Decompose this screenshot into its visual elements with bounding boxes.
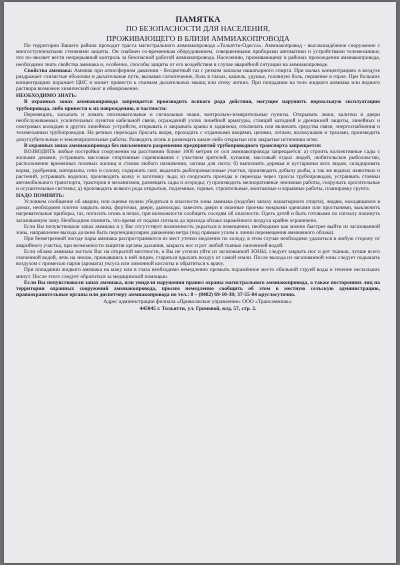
memo-subtitle-1: ПО БЕЗОПАСНОСТИ ДЛЯ НАСЕЛЕНИЯ, <box>125 24 270 33</box>
zone-heading: В охранных зонах аммиакопровода запрещается производить всякого рода действия, могущие нарушить нормальную эксплуатацию трубопровода, либо привести к их повреждению, в частности: <box>16 99 380 112</box>
report-paragraph: Если Вы почувствовали запах аммиака, или увидели нарушения правил охраны магистрального аммиакопровода, а также посторонних лиц на территории охранных сооружений аммиакопровода, просим немедленно сообщить об этом в местную сельскую администрацию, правоохранительные органы или диспетчеру аммиакопровода по тел.: 8 – (8482) 69-10-38; 37-55-84 круглосуточно. <box>16 279 380 299</box>
intro-paragraph: По территории Вашего района проходит трасса магистрального аммиакопровода «Тольятти-Одесса». Аммиакопровод - высоконадёжное сооружение с многоступенчатыми степенями защиты. Он снабжен со-временным оборудованием, совершенными приборами автоматики и устройствами телемеханики, что по-зволяет вести непрерывный контроль за безопасной работой аммиакопровода. Населению, проживающему в районах прохождения аммиакопровода, необходимо знать свойства аммиака и, особенно, способы защиты от его воздействия в случае аварийной ситуации на аммиакопроводе. <box>16 43 380 68</box>
remember-text-4: Если облако аммиака застало Вас на открытой местности, и Вы не успели уйти из загазованной ЗОНЫ, следует закрыть нос и рот тканью, лучше всего смоченной водой, лечь на землю, прижавшись к ней лицом, стараться вдыхать воздух от самой земли. После выхода из загазованной зоны следует подышать воздухом с примесью паров (аромата) уксуса или лимонной кислоты и обратиться к врачу. <box>16 248 380 268</box>
remember-text-3: При безветренной погоде пары аммиака распространяются из мест утечки медленно по холоду, в этом случае необходимо удалиться в любую сторону от аварийного участка, при возможности защитив органы дыхания, закрыть нос и рот любой тканью смоченной водой. <box>16 236 380 249</box>
address-line: Адрес администрации филиала «Приволжское управление» ООО «Трансаммиак»: <box>103 299 293 306</box>
remember-heading: НАДО ПОМНИТЬ: <box>16 192 65 199</box>
permit-heading: В охранных зонах аммиакопровода без письменного разрешения предприятий трубопроводного транспорта запрещается: <box>24 142 322 149</box>
zone-text: Перемещать, засыпать и ломать опознавательные и сигнальные знаки, контрольно-измерительные пункты. Открывать люки, калитки и двери необслуживаемых усилительных пунктов кабельной связи, ограждений узлов линейной арматуры, станций катодной и дренажной защиты, линейных и смотровых колодцев и других линейных устройств, открывать и закрывать краны и задвижки, отключать или включать средства связи, энергоснабжения и телемеханики трубопроводов. На речных переходах бросать якоря, проходить с отданными якорями, цепями, лотами, волокушами и тралами, производить дноуглубительные и землечерпательные работы. Разводить огонь и размещать какие-либо открытые или закрытые источники огня. <box>16 111 380 143</box>
memo-sheet <box>4 2 396 563</box>
remember-text-2: Если Вы почувствовали запах аммиака и у Вас отсутствует возможность укрыться в помещении, необходимо как можно быстрее выйти из загазованной зоны, направление выхода должно быть перпендикулярно движению ветра (под прямым углом к линии перемещения аммиачного облака). <box>16 223 380 237</box>
memo-subtitle-2: ПРОЖИВАЮЩЕГО В БЛИЗИ АММИАКОПРОВОДА <box>106 33 290 43</box>
memo-content <box>4 2 396 316</box>
permit-text: ВОЗВОДИТЬ любые постройки сооружения на расстоянии ближе 1000 метров от оси аммиакопровода запрещается: а) строить коллективные сады с жилыми домами, устраивать массовые спортивные соревнования с участием зрителей, купания, массовый отдых людей, любительское рыболовство, расположение временных полевых жилищ и станов любого назначения, загоны для скота; б) выполнять деревья и кустарники всех видов, складировать корма, удобрения, материалы, сено и солому, содержать скот, выделять рыбопромысловые участки, производить добычу рыбы, а так же водных животных и растений, устраивать водопои, производить колку и заготовку льда; в) сооружать проезды и переезды через трассы трубопроводов, устраивать стоянки автомобильного транспорта, тракторов и механизмов, размещать сады и огороды; г) производить мелиоративные земляные работы, сооружать оросительные и осушительные системы; д) производить всякого рода открытые, подземные, горные, строительные, монтажные и взрывные работы, планировку грунта. <box>16 148 380 193</box>
remember-text-1: Условием сообщение об аварии, или оценке нужно убедиться в опасности зоны аммиака (подобен запаху нашатырного спирта), людям, находящимся в домах, необходимо плотно закрыть окна, форточки, двери, дымоходы, завесить двери и оконные проемы мокрыми одеялами или простынями, выключить нагревательные приборы, газ, погасить огонь в печах, при возможности сообщить соседям об опасности. Одеть детей и быть готовыми по сигналу покинуть загазованную зону. Необходимо помнить, что время от подачи сигнала до прихода облака заражённого воздуха крайне ограничено. <box>16 199 380 224</box>
remember-text-5: При попадании жидкого аммиака на кожу или в глаза необходимо немедленно промыть поражённое место обильной струей воды в течение нескольких минут. После этого следует обратиться за медицинской помощью. <box>16 267 380 280</box>
properties-heading: Свойства аммиака: <box>24 67 73 74</box>
must-know-heading: НЕОБХОДИМО ЗНАТЬ: <box>16 93 77 100</box>
properties-text: Аммиак при атмосферном давлении - бесцветный газ с резким запахом нашатырного спирта. При малых концентрациях в воздухе раздражает слизистые оболочки и дыхательные пути, вызывая слезотечение, боль в глазах, кашель, удушье, головную боль, першение в горле. При больших концентрациях поражает ЦНС и может привести к спазмам дыхательных мышц или отеку легких. При попадании на тело жидкого аммиака или водного раствора возможен химический ожог и обморожение. <box>16 67 380 93</box>
memo-title: ПАМЯТКА <box>175 14 221 24</box>
postal-address: 445045 г. Тольятти, ул. Громовой, влд. 57, стр. 2. <box>139 305 257 312</box>
